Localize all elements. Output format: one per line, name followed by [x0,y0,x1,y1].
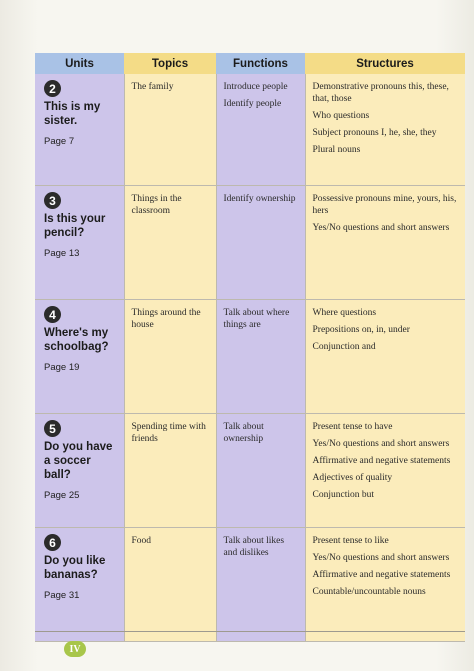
structure-item: Yes/No questions and short answers [312,223,450,233]
structures-cell [305,528,465,642]
structures-cell [305,74,465,186]
structure-item: Demonstrative pronouns this, these, that, those [312,82,449,104]
structure-item: Countable/uncountable nouns [312,587,426,597]
bottom-divider [35,631,465,632]
structure-item: Subject pronouns I, he, she, they [312,128,437,138]
topic-text: Spending time with friends [131,422,206,444]
function-item: Identify people [223,99,282,109]
structure-item: Plural nouns [312,145,361,155]
table-row [35,74,465,186]
header-units: Units [35,53,124,74]
structure-item: Who questions [312,111,370,121]
unit-cell [35,186,124,300]
unit-cell [35,414,124,528]
topic-text: Things in the classroom [131,194,182,216]
topic-cell [124,528,216,642]
functions-cell [216,300,305,414]
topic-cell [124,414,216,528]
structure-item: Present tense to have [312,422,393,432]
topic-cell [124,300,216,414]
structures-cell [305,414,465,528]
structure-item: Conjunction but [312,490,374,500]
topic-text: Food [131,536,152,546]
function-item: Talk about where things are [223,308,290,330]
unit-title: Where's my schoolbag? [44,327,109,353]
unit-number-badge: 4 [44,306,61,323]
unit-page-ref: Page 19 [44,362,80,373]
unit-page-ref: Page 31 [44,590,80,601]
function-item: Talk about ownership [223,422,264,444]
structure-item: Where questions [312,308,377,318]
unit-cell [35,528,124,642]
structure-item: Affirmative and negative statements [312,570,451,580]
unit-page-ref: Page 25 [44,490,80,501]
function-item: Introduce people [223,82,288,92]
functions-cell [216,414,305,528]
topic-text: The family [131,82,174,92]
structure-item: Conjunction and [312,342,376,352]
structure-item: Yes/No questions and short answers [312,439,450,449]
functions-cell [216,528,305,642]
functions-cell [216,186,305,300]
unit-cell [35,74,124,186]
table-row [35,414,465,528]
structure-item: Affirmative and negative statements [312,456,451,466]
unit-title: Is this your pencil? [44,213,106,239]
unit-title: Do you have a soccer ball? [44,441,113,481]
unit-number-badge: 6 [44,534,61,551]
header-topics: Topics [124,53,216,74]
unit-page-ref: Page 13 [44,248,80,259]
topic-text: Things around the house [131,308,201,330]
structure-item: Possessive pronouns mine, yours, his, hers [312,194,457,216]
structure-item: Present tense to like [312,536,389,546]
syllabus-table [35,53,465,642]
table-row [35,528,465,642]
unit-number-badge: 3 [44,192,61,209]
unit-number-badge: 2 [44,80,61,97]
unit-cell [35,300,124,414]
unit-title: This is my sister. [44,101,101,127]
table-header-row [35,53,465,74]
structure-item: Yes/No questions and short answers [312,553,450,563]
functions-cell [216,74,305,186]
structures-cell [305,186,465,300]
topic-cell [124,74,216,186]
table-row [35,300,465,414]
topic-cell [124,186,216,300]
unit-page-ref: Page 7 [44,136,75,147]
header-functions: Functions [216,53,305,74]
header-structures: Structures [305,53,465,74]
table-row [35,186,465,300]
page-number-badge: IV [64,641,86,657]
unit-number-badge: 5 [44,420,61,437]
structure-item: Prepositions on, in, under [312,325,410,335]
structure-item: Adjectives of quality [312,473,393,483]
function-item: Talk about likes and dislikes [223,536,285,558]
function-item: Identify ownership [223,194,296,204]
unit-title: Do you like bananas? [44,555,106,581]
structures-cell [305,300,465,414]
